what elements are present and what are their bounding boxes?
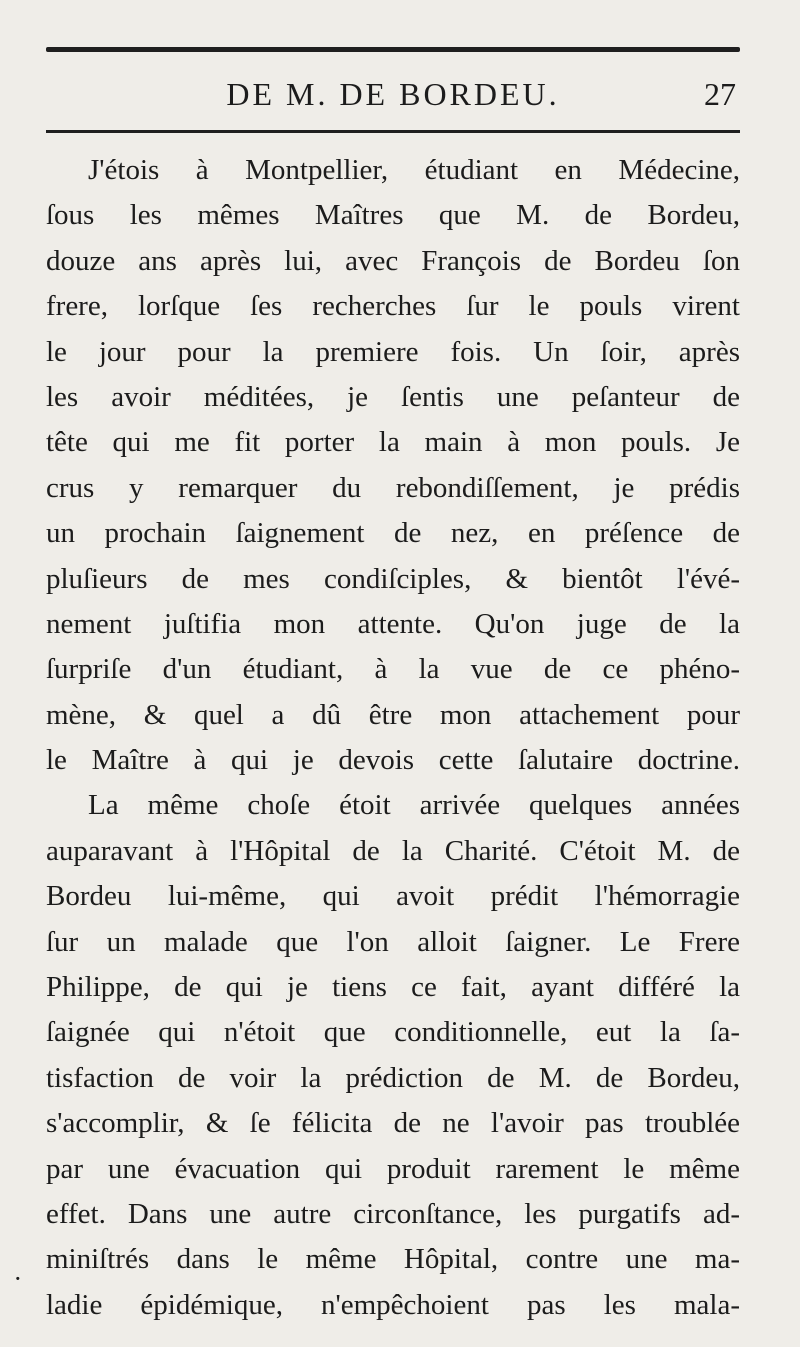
text-line: ſaignée qui n'étoit que conditionnelle, eut la ſa- bbox=[46, 1016, 740, 1049]
text-line: ſur un malade que l'on alloit ſaigner. Le Frere bbox=[46, 925, 740, 958]
text-line: tisfaction de voir la prédiction de M. de Bordeu, bbox=[46, 1061, 740, 1094]
text-line: le Maître à qui je devois cette ſalutaire doctrine. bbox=[46, 744, 740, 777]
text-line: Philippe, de qui je tiens ce fait, ayant différé la bbox=[46, 971, 740, 1004]
text-line: nement juſtifia mon attente. Qu'on juge de la bbox=[46, 607, 740, 640]
text-line: ſous les mêmes Maîtres que M. de Bordeu, bbox=[46, 199, 740, 232]
text-line: effet. Dans une autre circonſtance, les purgatifs ad- bbox=[46, 1197, 740, 1230]
text-line: douze ans après lui, avec François de Bordeu ſon bbox=[46, 244, 740, 277]
text-line: Bordeu lui-même, qui avoit prédit l'hémorragie bbox=[46, 880, 740, 913]
margin-dot: · bbox=[14, 1265, 22, 1293]
text-line: mène, & quel a dû être mon attachement pour bbox=[46, 698, 740, 731]
page-number: 27 bbox=[704, 76, 736, 112]
text-line: un prochain ſaignement de nez, en préſence de bbox=[46, 517, 740, 550]
text-line: miniſtrés dans le même Hôpital, contre une ma- bbox=[46, 1243, 740, 1276]
text-line: les avoir méditées, je ſentis une peſanteur de bbox=[46, 380, 740, 413]
text-line: La même choſe étoit arrivée quelques années bbox=[88, 789, 740, 822]
text-line: J'étois à Montpellier, étudiant en Médecine, bbox=[88, 154, 740, 186]
header-rule bbox=[46, 130, 740, 133]
body-text bbox=[46, 148, 740, 1328]
text-line: s'accomplir, & ſe félicita de ne l'avoir pas troublée bbox=[46, 1107, 740, 1140]
running-title: DE M. DE BORDEU. bbox=[226, 76, 560, 112]
text-line: pluſieurs de mes condiſciples, & bientôt l'évé- bbox=[46, 562, 740, 595]
page-header bbox=[46, 76, 740, 118]
text-line: le jour pour la premiere fois. Un ſoir, après bbox=[46, 335, 740, 368]
text-line: tête qui me fit porter la main à mon pouls. Je bbox=[46, 426, 740, 459]
text-line: par une évacuation qui produit rarement le même bbox=[46, 1152, 740, 1185]
text-line: crus y remarquer du rebondiſſement, je prédis bbox=[46, 471, 740, 504]
text-line: ſurpriſe d'un étudiant, à la vue de ce phéno- bbox=[46, 653, 740, 686]
top-rule bbox=[46, 47, 740, 52]
text-line: frere, lorſque ſes recherches ſur le pouls virent bbox=[46, 290, 740, 323]
text-line: ladie épidémique, n'empêchoient pas les mala- bbox=[46, 1288, 740, 1321]
text-line: auparavant à l'Hôpital de la Charité. C'étoit M. de bbox=[46, 834, 740, 867]
